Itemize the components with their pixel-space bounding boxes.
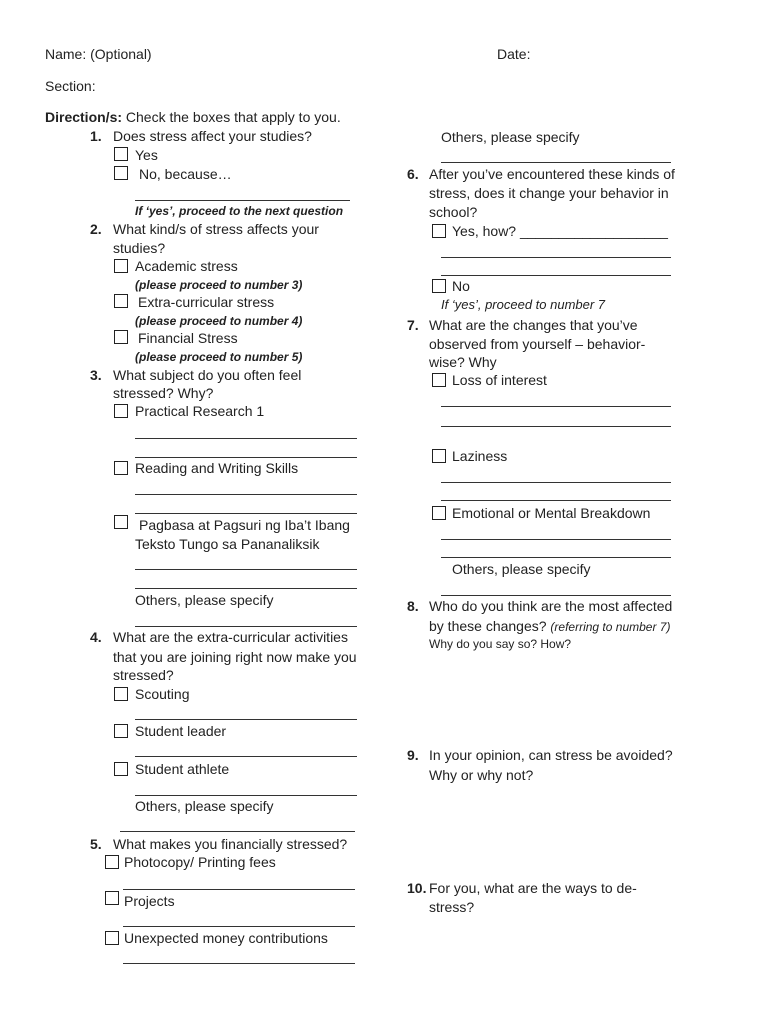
q1-no-checkbox[interactable] [114,166,128,180]
q5-contributions-checkbox[interactable] [105,931,119,945]
q4-scouting-label: Scouting [135,686,190,702]
q9-text-line2: Why or why not? [429,767,534,783]
q7-text-line2: observed from yourself – behavior- [429,336,646,352]
q7-breakdown-label: Emotional or Mental Breakdown [452,505,651,521]
q1-yes-checkbox[interactable] [114,147,128,161]
q3-pagbasa-line-2[interactable] [135,588,357,589]
q7-laziness-checkbox[interactable] [432,449,446,463]
q5-photocopy-checkbox[interactable] [105,855,119,869]
q4-leader-label: Student leader [135,723,227,739]
q4-text-line3: stressed? [113,667,174,683]
q8-text-line2-wrap [429,617,670,636]
q6-text-line2: stress, does it change your behavior in [429,185,669,201]
q3-text-line2: stressed? Why? [113,385,214,401]
q2-financial-checkbox[interactable] [114,330,128,344]
q4-text-line1: What are the extra-curricular activities [113,629,348,645]
q4-number: 4. [90,629,102,645]
q4-athlete-checkbox[interactable] [114,762,128,776]
q6-text-line3: school? [429,204,478,220]
q4-athlete-line[interactable] [135,795,357,796]
q8-text-line2: by these changes? [429,618,547,634]
q2-extracurricular-label: Extra-curricular stress [138,294,275,310]
q7-loss-label: Loss of interest [452,372,547,388]
q4-others-label: Others, please specify [135,798,274,814]
q5-contributions-label: Unexpected money contributions [124,930,328,946]
q3-pagbasa-line-1[interactable] [135,569,357,570]
q5-number: 5. [90,836,102,852]
q7-others-label: Others, please specify [452,561,591,577]
q3-rws-checkbox[interactable] [114,461,128,475]
q3-pagbasa-label-line2: Teksto Tungo sa Pananaliksik [135,536,320,552]
q3-pr1-line-2[interactable] [135,457,357,458]
q4-text-line2: that you are joining right now make you [113,649,357,665]
q4-leader-checkbox[interactable] [114,724,128,738]
q8-text-line3: Why do you say so? How? [429,637,572,651]
name-label: Name: (Optional) [45,46,152,62]
q3-others-line[interactable] [135,626,357,627]
q6-yes-line-1[interactable] [441,257,671,258]
q6-no-checkbox[interactable] [432,279,446,293]
directions [45,108,341,126]
q1-yes-label: Yes [135,147,158,163]
q9-text-line1: In your opinion, can stress be avoided? [429,747,673,763]
q3-rws-line-2[interactable] [135,513,357,514]
q1-note: If ‘yes’, proceed to the next question [135,204,344,218]
q7-breakdown-checkbox[interactable] [432,506,446,520]
q2-note3: (please proceed to number 5) [135,350,303,364]
q6-yes-label: Yes, how? ___________________ [452,223,668,239]
q6-text-line1: After you’ve encountered these kinds of [429,166,675,182]
section-label: Section: [45,78,96,94]
q3-number: 3. [90,367,102,383]
q4-athlete-label: Student athlete [135,761,230,777]
q5-photocopy-line[interactable] [123,889,355,890]
q7-breakdown-line-1[interactable] [441,539,671,540]
q3-pagbasa-label-line1: Pagbasa at Pagsuri ng Iba’t Ibang [139,517,350,533]
q10-text-line1: For you, what are the ways to de- [429,880,637,896]
q1-number: 1. [90,128,102,144]
q4-scouting-line[interactable] [135,719,357,720]
q2-academic-checkbox[interactable] [114,259,128,273]
q7-laziness-label: Laziness [452,448,508,464]
q5-projects-line[interactable] [123,926,355,927]
q2-note2: (please proceed to number 4) [135,314,303,328]
q1-answer-line[interactable] [135,200,350,201]
direction-text: Check the boxes that apply to you. [125,109,341,125]
q10-number: 10. [407,880,427,896]
q5-others-line[interactable] [441,162,671,163]
q7-laziness-line-2[interactable] [441,500,671,501]
q2-number: 2. [90,221,102,237]
q7-loss-checkbox[interactable] [432,373,446,387]
q2-academic-label: Academic stress [135,258,238,274]
q5-others-label: Others, please specify [441,129,580,145]
q2-note1: (please proceed to number 3) [135,278,303,292]
q10-text-line2: stress? [429,899,475,915]
q2-text-line1: What kind/s of stress affects your [113,221,319,237]
q5-contributions-line[interactable] [123,963,355,964]
q6-yes-line-2[interactable] [441,275,671,276]
direction-label: Direction/s: [45,109,123,125]
q8-number: 8. [407,598,419,614]
q3-pr1-label: Practical Research 1 [135,403,265,419]
q1-no-label: No, because… [139,166,232,182]
q5-photocopy-label: Photocopy/ Printing fees [124,854,276,870]
q7-text-line3: wise? Why [429,354,497,370]
q5-projects-checkbox[interactable] [105,891,119,905]
q3-rws-line-1[interactable] [135,494,357,495]
q3-rws-label: Reading and Writing Skills [135,460,299,476]
q9-number: 9. [407,747,419,763]
q3-pagbasa-checkbox[interactable] [114,515,128,529]
q4-scouting-checkbox[interactable] [114,687,128,701]
q7-others-line[interactable] [441,595,671,596]
q5-text: What makes you financially stressed? [113,836,348,852]
q6-note: If ‘yes’, proceed to number 7 [441,297,606,312]
q2-text-line2: studies? [113,240,166,256]
q7-breakdown-line-2[interactable] [441,557,671,558]
q1-text: Does stress affect your studies? [113,128,312,144]
q7-number: 7. [407,317,419,333]
q8-text-line1: Who do you think are the most affected [429,598,673,614]
q7-laziness-line-1[interactable] [441,482,671,483]
q3-pr1-checkbox[interactable] [114,404,128,418]
date-label: Date: [497,46,531,62]
q3-pr1-line-1[interactable] [135,438,357,439]
q5-projects-label: Projects [124,893,175,909]
q8-text-ref: (referring to number 7) [550,620,671,634]
q7-text-line1: What are the changes that you’ve [429,317,638,333]
q7-loss-line-2[interactable] [441,426,671,427]
q7-loss-line-1[interactable] [441,406,671,407]
q2-financial-label: Financial Stress [138,330,238,346]
q2-extracurricular-checkbox[interactable] [114,294,128,308]
q6-number: 6. [407,166,419,182]
q4-others-line[interactable] [120,831,355,832]
q3-text-line1: What subject do you often feel [113,367,302,383]
q3-others-label: Others, please specify [135,592,274,608]
q6-yes-checkbox[interactable] [432,224,446,238]
q4-leader-line[interactable] [135,756,357,757]
q6-no-label: No [452,278,470,294]
